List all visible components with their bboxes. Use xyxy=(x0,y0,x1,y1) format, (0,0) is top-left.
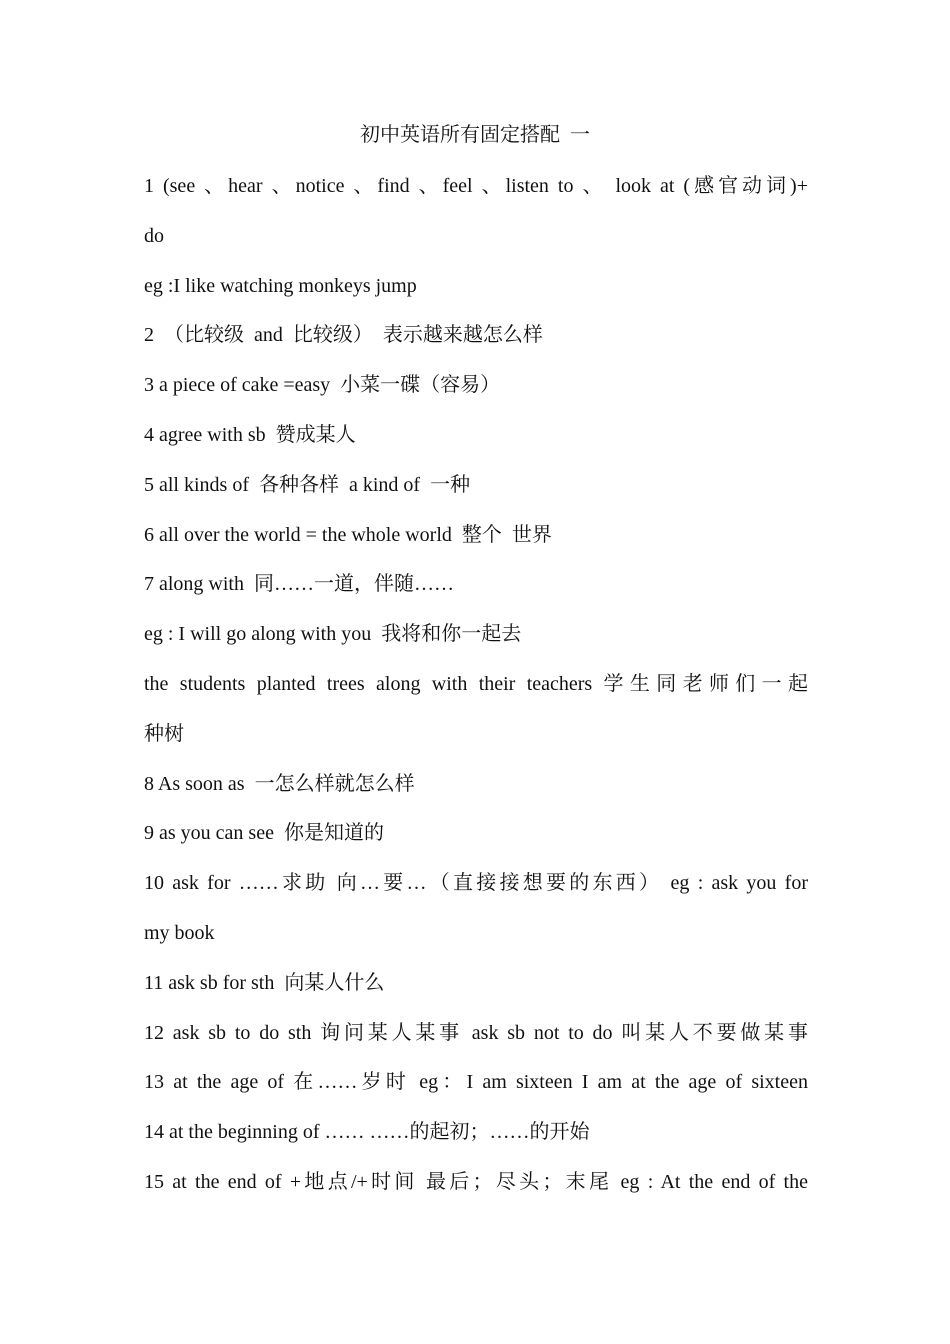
text-line-14: 9 as you can see 你是知道的 xyxy=(144,822,384,845)
text-line-10: eg : I will go along with you 我将和你一起去 xyxy=(144,623,522,646)
text-line-5: 3 a piece of cake =easy 小菜一碟（容易） xyxy=(144,374,501,397)
text-line-17: 11 ask sb for sth 向某人什么 xyxy=(144,971,385,994)
text-line-18: 12 ask sb to do sth 询问某人某事 ask sb not to do 叫某人不要做某事 xyxy=(144,1021,808,1044)
text-line-15: 10 ask for ……求助 向…要…（直接接想要的东西） eg : ask you for xyxy=(144,872,808,895)
document-title: 初中英语所有固定搭配 一 xyxy=(360,124,590,146)
text-line-9: 7 along with 同……一道，伴随…… xyxy=(144,573,454,596)
text-line-21: 15 at the end of +地点/+时间 最后；尽头；末尾 eg : At the end of the xyxy=(144,1170,808,1193)
text-line-12: 种树 xyxy=(144,722,184,745)
text-line-2: do xyxy=(144,224,164,247)
text-line-20: 14 at the beginning of …… ……的起初；……的开始 xyxy=(144,1121,590,1144)
text-line-16: my book xyxy=(144,921,215,944)
text-line-11: the students planted trees along with their teachers 学生同老师们一起 xyxy=(144,672,808,695)
text-line-8: 6 all over the world = the whole world 整个 世界 xyxy=(144,523,552,546)
text-line-6: 4 agree with sb 赞成某人 xyxy=(144,423,356,446)
text-line-13: 8 As soon as 一怎么样就怎么样 xyxy=(144,772,415,795)
document-body xyxy=(144,170,808,1216)
text-line-3: eg :I like watching monkeys jump xyxy=(144,274,417,297)
text-line-7: 5 all kinds of 各种各样 a kind of 一种 xyxy=(144,473,471,496)
text-line-19: 13 at the age of 在……岁时 eg：I am sixteen I am at the age of sixteen xyxy=(144,1071,808,1094)
text-line-1: 1 (see 、hear 、notice 、find 、feel 、listen to 、 look at (感官动词)+ xyxy=(144,175,808,197)
text-line-4: 2 （比较级 and 比较级） 表示越来越怎么样 xyxy=(144,324,543,347)
